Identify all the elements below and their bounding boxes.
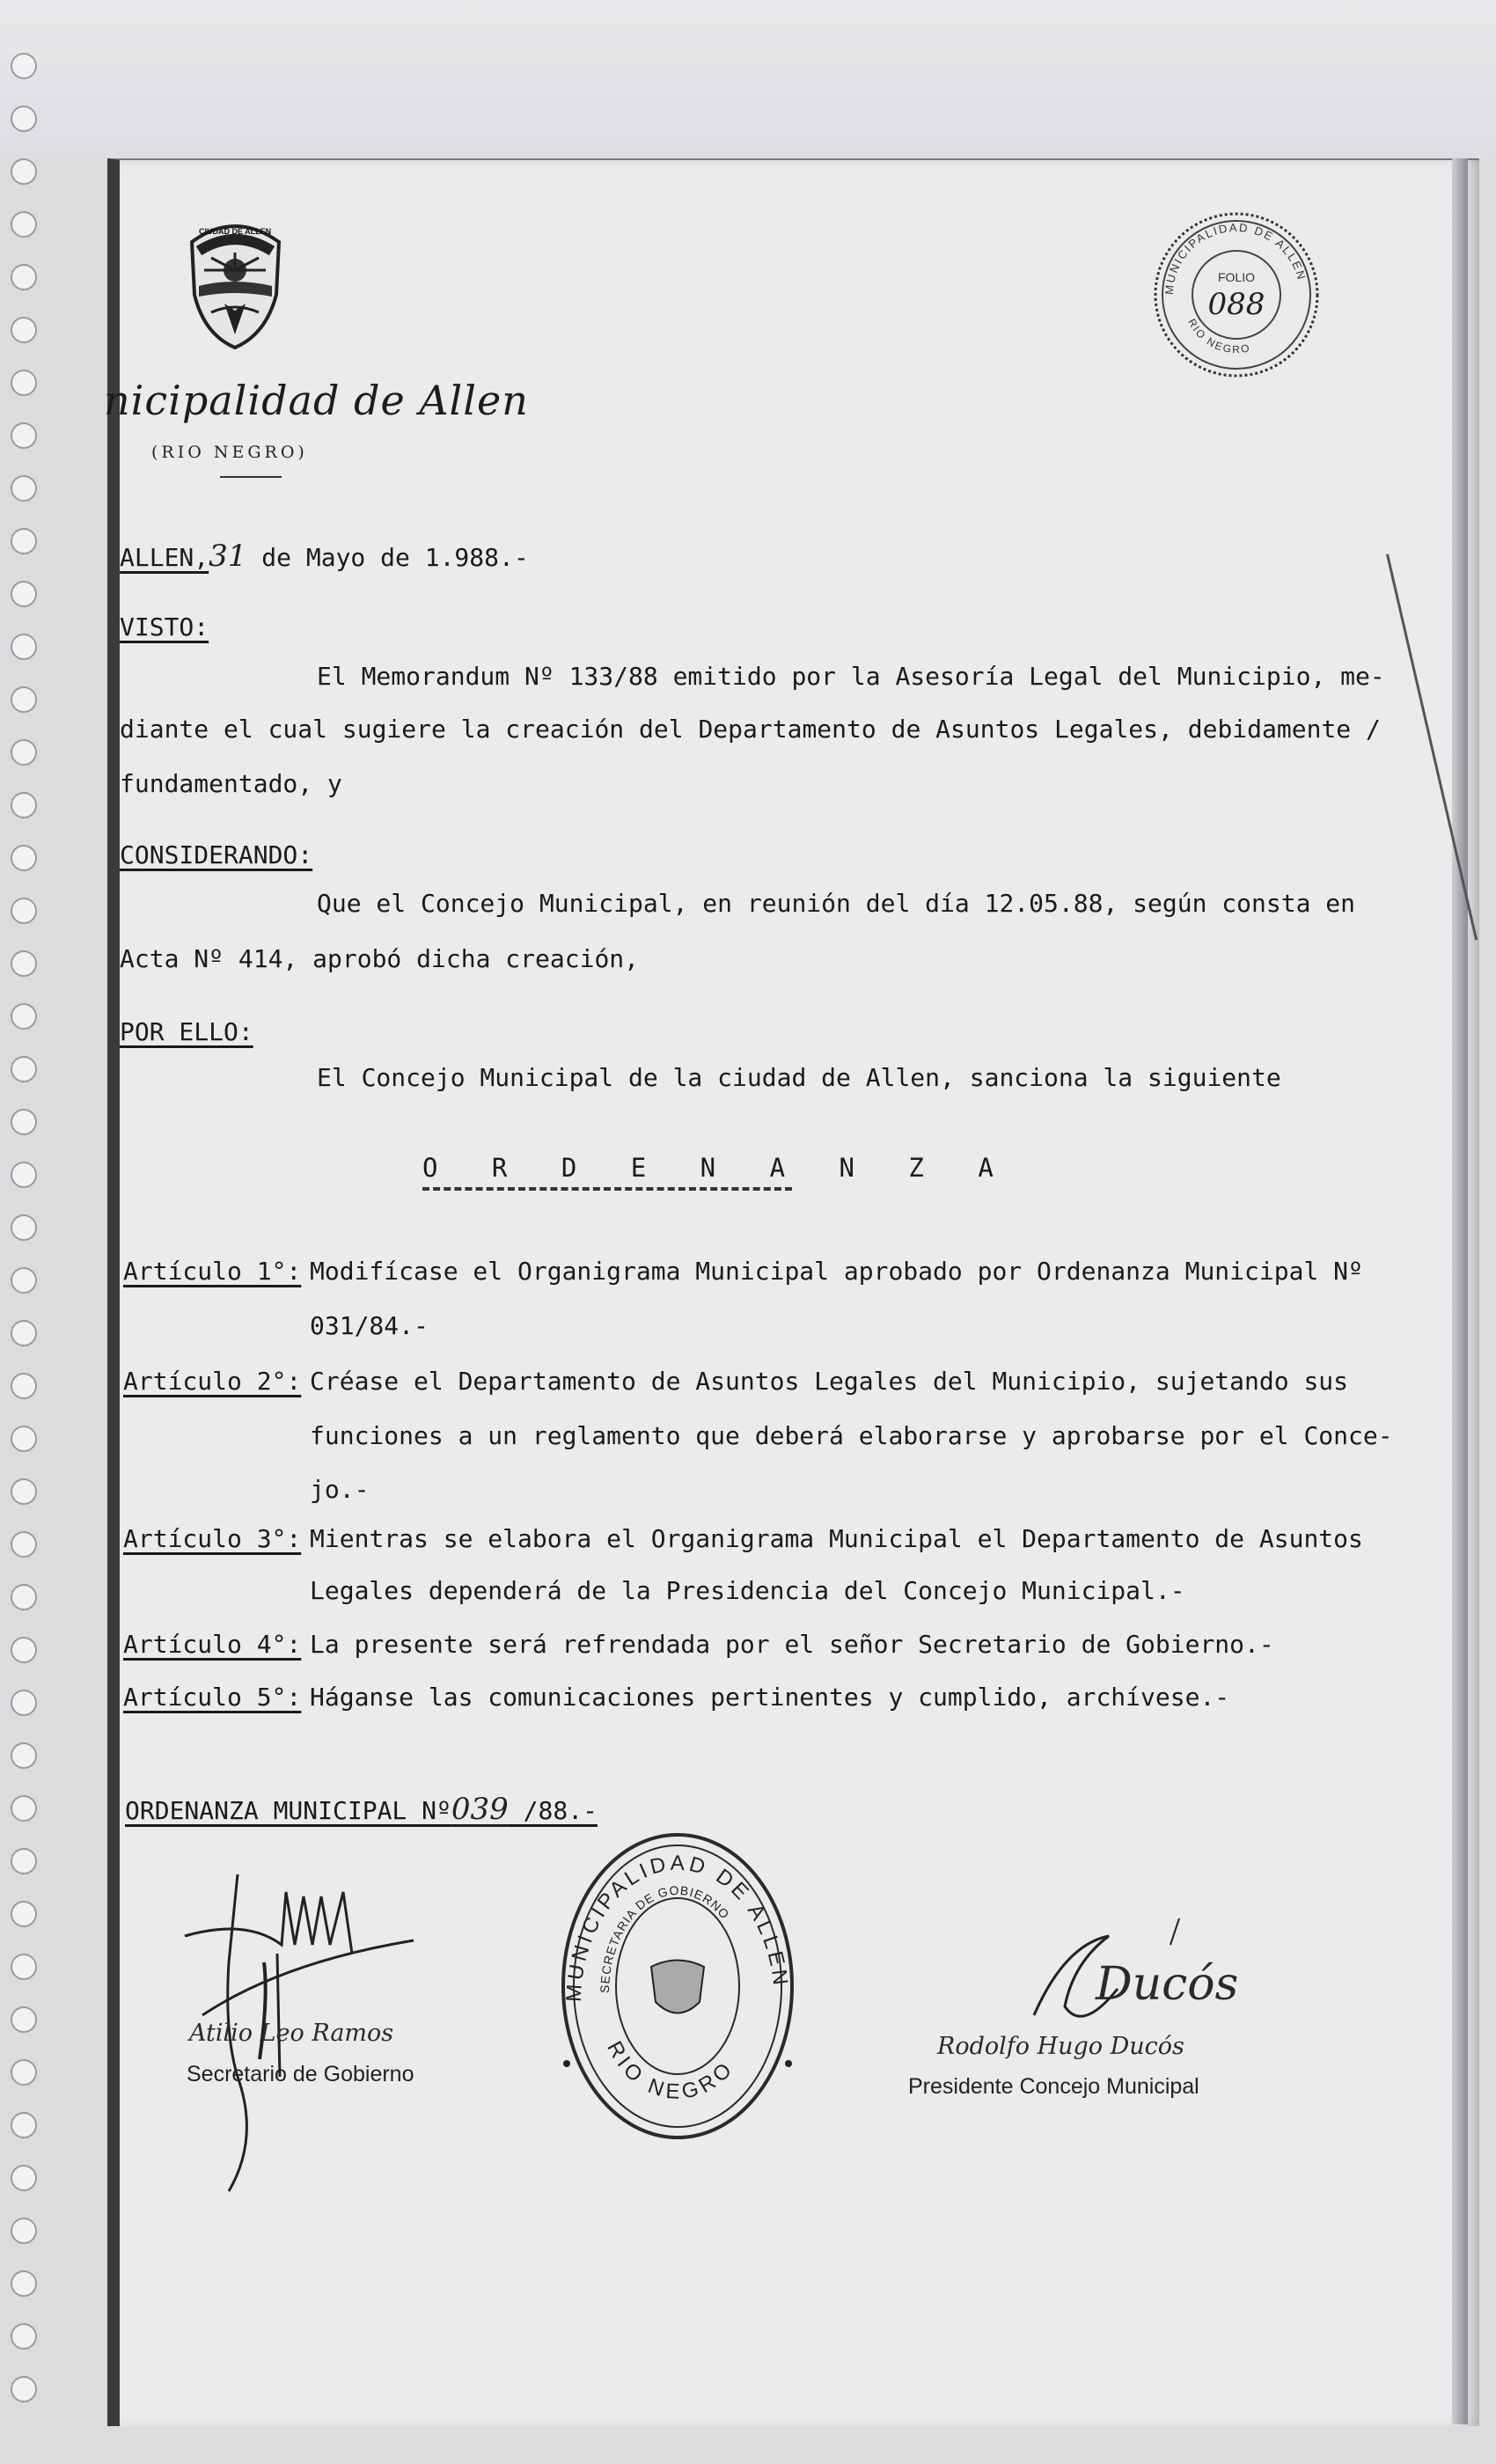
article-2-label: Artículo 2°:	[123, 1367, 302, 1396]
considerando-line-2: Acta Nº 414, aprobó dicha creación,	[120, 944, 640, 973]
ordinance-number-line	[125, 1792, 598, 1827]
date-line	[120, 539, 529, 574]
binder-hole	[11, 1373, 37, 1399]
binder-hole	[11, 581, 37, 607]
binder-hole	[11, 1901, 37, 1927]
binder-hole	[11, 1478, 37, 1505]
considerando-heading: CONSIDERANDO:	[120, 840, 313, 869]
considerando-line-1: Que el Concejo Municipal, en reunión del día 12.05.88, según consta en	[317, 889, 1356, 918]
folio-bottom-text: RIO NEGRO	[1185, 316, 1252, 356]
article-4-line-1: La presente será refrendada por el señor Secretario de Gobierno.-	[310, 1630, 1274, 1659]
binder-hole	[11, 1426, 37, 1452]
svg-text:RIO NEGRO	[1185, 317, 1252, 356]
article-3-line-1: Mientras se elabora el Organigrama Municipal el Departamento de Asuntos	[310, 1524, 1363, 1553]
binder-hole	[11, 1742, 37, 1769]
secretary-name: Atilio Leo Ramos	[189, 2020, 394, 2047]
government-seal	[554, 1826, 801, 2147]
seal-bottom-text: RIO NEGRO	[602, 2037, 740, 2105]
binder-hole	[11, 2112, 37, 2138]
binder-hole	[11, 53, 37, 79]
binder-hole	[11, 1954, 37, 1980]
binder-hole	[11, 1584, 37, 1610]
visto-line-3: fundamentado, y	[120, 769, 342, 798]
binder-hole	[11, 1637, 37, 1663]
binder-hole	[11, 264, 37, 290]
article-1-line-1: Modifícase el Organigrama Municipal aprobado por Ordenanza Municipal Nº	[310, 1257, 1363, 1286]
ordinance-number-value: 039	[451, 1792, 509, 1827]
article-2-line-3: jo.-	[310, 1475, 370, 1504]
article-3-line-2: Legales dependerá de la Presidencia del Concejo Municipal.-	[310, 1576, 1185, 1605]
binder-hole	[11, 370, 37, 396]
city-crest-logo	[185, 216, 286, 352]
visto-line-2: diante el cual sugiere la creación del Departamento de Asuntos Legales, debidamente /	[120, 715, 1381, 744]
binder-hole	[11, 2006, 37, 2033]
binder-hole	[11, 1848, 37, 1874]
visto-heading: VISTO:	[120, 612, 209, 642]
folio-number: 088	[1207, 287, 1265, 322]
president-name: Rodolfo Hugo Ducós	[937, 2033, 1184, 2060]
article-3-label: Artículo 3°:	[123, 1524, 302, 1553]
binder-holes	[4, 53, 39, 2429]
binder-hole	[11, 634, 37, 660]
ordenanza-title-rule	[422, 1187, 792, 1191]
article-4-label: Artículo 4°:	[123, 1630, 302, 1659]
binder-hole	[11, 792, 37, 818]
secretary-role: Secretario de Gobierno	[187, 2062, 414, 2086]
seal-outer-text: MUNICIPALIDAD DE ALLEN	[561, 1851, 793, 2003]
binder-hole	[11, 2218, 37, 2244]
seal-inner-text: SECRETARIA DE GOBIERNO	[597, 1882, 733, 1994]
folio-stamp	[1148, 207, 1324, 387]
binder-hole	[11, 1109, 37, 1135]
binder-hole	[11, 1056, 37, 1082]
president-scrawl: Ducós	[1096, 1958, 1239, 2011]
header-rule	[220, 476, 282, 478]
article-2-line-1: Créase el Departamento de Asuntos Legales del Municipio, sujetando sus	[310, 1367, 1349, 1396]
binder-hole	[11, 898, 37, 924]
article-1-line-2: 031/84.-	[310, 1311, 429, 1340]
binder-hole	[11, 475, 37, 502]
binder-hole	[11, 739, 37, 766]
svg-text:RIO NEGRO	[602, 2037, 739, 2104]
article-5-label: Artículo 5°:	[123, 1683, 302, 1712]
binder-hole	[11, 845, 37, 871]
folio-ring-text: MUNICIPALIDAD DE ALLEN	[1162, 220, 1309, 296]
municipality-title: nicipalidad de Allen	[104, 377, 529, 424]
article-5-line-1: Háganse las comunicaciones pertinentes y cumplido, archívese.-	[310, 1683, 1230, 1712]
por-ello-line-1: El Concejo Municipal de la ciudad de Allen, sanciona la siguiente	[317, 1063, 1281, 1092]
folio-label: FOLIO	[1217, 270, 1256, 284]
visto-line-1: El Memorandum Nº 133/88 emitido por la Asesoría Legal del Municipio, me-	[317, 662, 1385, 691]
binder-hole	[11, 2270, 37, 2297]
ordinance-number-suffix: /88.-	[508, 1796, 598, 1825]
president-role: Presidente Concejo Municipal	[908, 2074, 1199, 2099]
por-ello-heading: POR ELLO:	[120, 1017, 253, 1046]
binder-hole	[11, 528, 37, 554]
binder-hole	[11, 686, 37, 713]
binder-hole	[11, 1003, 37, 1030]
binder-hole	[11, 2323, 37, 2350]
binder-hole	[11, 106, 37, 132]
binder-hole	[11, 2059, 37, 2086]
binder-hole	[11, 158, 37, 185]
binder-hole	[11, 1795, 37, 1822]
crest-caption: CIUDAD DE ALLEN	[199, 227, 272, 236]
ordinance-number-prefix: ORDENANZA MUNICIPAL Nº	[125, 1796, 451, 1825]
binder-hole	[11, 2165, 37, 2191]
article-2-line-2: funciones a un reglamento que deberá elaborarse y aprobarse por el Conce-	[310, 1421, 1393, 1450]
scan-background	[0, 0, 1496, 158]
ordenanza-title: O R D E N A N Z A	[422, 1153, 1013, 1183]
binder-hole	[11, 950, 37, 977]
binder-hole	[11, 1162, 37, 1188]
binder-hole	[11, 422, 37, 449]
date-rest: de Mayo de 1.988.-	[246, 543, 529, 572]
binder-hole	[11, 2376, 37, 2402]
binder-hole	[11, 317, 37, 343]
province-name: (RIO NEGRO)	[151, 443, 308, 462]
binder-hole	[11, 1267, 37, 1294]
article-1-label: Artículo 1°:	[123, 1257, 302, 1286]
date-day: 31	[209, 539, 247, 574]
binder-hole	[11, 211, 37, 238]
sheet-edge-shadow	[1452, 158, 1468, 2424]
binder-hole	[11, 1320, 37, 1346]
date-place: ALLEN,	[120, 543, 209, 572]
binder-hole	[11, 1531, 37, 1558]
binder-hole	[11, 1214, 37, 1241]
binder-hole	[11, 1690, 37, 1716]
